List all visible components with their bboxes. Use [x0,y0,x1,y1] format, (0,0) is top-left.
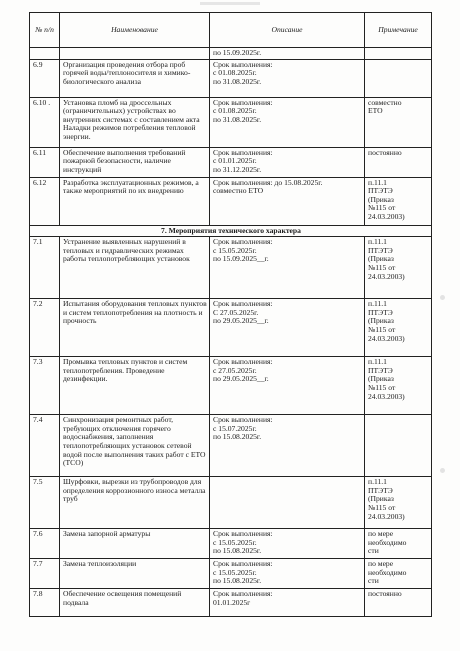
note-line: ПТЭТЭ [368,186,393,196]
note-line: ПТЭТЭ [368,365,393,375]
cell-name: Шурфовки, вырезки из трубопроводов для определения коррозионного износа металла труб [60,477,210,529]
desc-line: С 27.05.2025г. [213,307,259,317]
table-row [30,177,432,225]
cell-num: 7.2 [30,299,60,357]
cell-desc [210,237,365,299]
table-body-section-7 [30,237,432,617]
note-line: (Приказ [368,194,394,204]
desc-line: с 15.05.2025г. [213,537,257,547]
note-line: необходимо [368,537,407,547]
desc-line: Срок выполнения: [213,529,273,539]
note-line: №115 от [368,324,396,334]
note-line: п.11.1 [368,299,387,309]
cell-desc [210,177,365,225]
note-line: №115 от [368,382,396,392]
cell-num: 6.11 [30,147,60,177]
note-line: 24.03.2003) [368,391,405,401]
cell-note [365,589,432,617]
note-line: (Приказ [368,316,394,326]
desc-line: Срок выполнения: [213,59,273,69]
note-line: сти [368,546,379,556]
cell-note [365,97,432,147]
desc-line: с 01.08.2025г. [213,106,257,116]
cell-desc [210,97,365,147]
note-line: 24.03.2003) [368,271,405,281]
note-line: п.11.1 [368,237,387,247]
cell-num: 7.1 [30,237,60,299]
desc-line: с 27.05.2025г. [213,365,257,375]
header-desc: Описание [210,13,365,48]
desc-line: Срок выполнения: [213,147,273,157]
cell-desc [210,559,365,589]
cell-name: Устранение выявленных нарушений в тепловых и гидравлических режимах работы теплопотребляющих установок [60,237,210,299]
note-line: совместно [368,97,402,107]
cell-name: Обеспечение выполнения требований пожарной безопасности, наличие инструкций [60,147,210,177]
cell-name [60,48,210,60]
table-row [30,589,432,617]
cell-desc [210,59,365,97]
desc-line: Срок выполнения: [213,589,273,599]
cell-num: 7.3 [30,357,60,415]
note-line: (Приказ [368,494,394,504]
desc-line: с 15.05.2025г. [213,567,257,577]
header-note: Примечание [365,13,432,48]
note-line: №115 от [368,502,396,512]
note-line: 24.03.2003) [368,511,405,521]
desc-line: Срок выполнения: [213,97,273,107]
cell-num: 7.5 [30,477,60,529]
table-row [30,477,432,529]
cell-desc [210,529,365,559]
cell-note [365,48,432,60]
note-line: №115 от [368,262,396,272]
desc-line: Срок выполнения: [213,237,273,247]
cell-name: Замена теплоизоляции [60,559,210,589]
table-row [30,147,432,177]
desc-line: Срок выполнения: [213,299,273,309]
desc-line: Срок выполнения: до 15.08.2025г. [213,177,323,187]
table-row [30,559,432,589]
cell-name: Разработка эксплуатационных режимов, а также мероприятий по их внедрению [60,177,210,225]
cell-desc [210,147,365,177]
cell-note [365,177,432,225]
note-line: 24.03.2003) [368,211,405,221]
section-row [30,225,432,237]
cell-desc [210,589,365,617]
cell-note [365,237,432,299]
desc-line: Срок выполнения: [213,415,273,425]
desc-line: Срок выполнения: [213,559,273,569]
table-row [30,59,432,97]
cell-note [365,559,432,589]
note-line: п.11.1 [368,477,387,487]
cell-name: Обеспечение освещения помещений подвала [60,589,210,617]
table-row [30,97,432,147]
cell-desc [210,357,365,415]
continuation-row [30,48,432,60]
table-row [30,237,432,299]
desc-line: по 15.08.2025г. [213,576,262,586]
desc-line: с 01.01.2025г. [213,156,257,166]
desc-line: по 31.12.2025г. [213,164,262,174]
section-heading-body [30,225,432,237]
cell-note [365,477,432,529]
cell-num: 6.12 [30,177,60,225]
scan-artifact [440,468,445,473]
note-line: (Приказ [368,254,394,264]
desc-line: совместно ЕТО [213,186,264,196]
desc-line: по 15.09.2025__г. [213,254,269,264]
cell-num [30,48,60,60]
cell-num: 7.7 [30,559,60,589]
cell-note [365,299,432,357]
note-line: постоянно [368,147,402,157]
desc-line: по 31.08.2025г. [213,76,262,86]
table-row [30,415,432,477]
note-line: п.11.1 [368,357,387,367]
cell-note [365,357,432,415]
cell-name: Установка пломб на дроссельных (ограничительных) устройствах во внутренних системах с составлением акта Наладки режимов потребления тепловой энергии. [60,97,210,147]
cell-name: Замена запорной арматуры [60,529,210,559]
desc-line: 01.01.2025г [213,597,251,607]
table-row [30,299,432,357]
cell-name: Испытания оборудования тепловых пунктов и систем теплопотребления на плотность и прочность [60,299,210,357]
measures-table [29,12,432,617]
scan-artifact [440,295,445,300]
desc-line: по 15.08.2025г. [213,432,262,442]
note-line: по мере [368,529,394,539]
note-line: 24.03.2003) [368,333,405,343]
desc-line: с 01.08.2025г. [213,68,257,78]
desc-line: по 31.08.2025г. [213,114,262,124]
note-line: ПТЭТЭ [368,485,393,495]
note-line: ПТЭТЭ [368,245,393,255]
scan-artifact [200,2,260,5]
cell-desc [210,299,365,357]
cell-num: 6.10 . [30,97,60,147]
cell-note [365,59,432,97]
note-line: постоянно [368,589,402,599]
cell-num: 6.9 [30,59,60,97]
table-header-row [30,13,432,48]
table-body-section-6 [30,48,432,226]
header-num: № п/п [30,13,60,48]
desc-line: с 15.05.2025г. [213,245,257,255]
note-line: сти [368,576,379,586]
note-line: (Приказ [368,374,394,384]
cell-num: 7.8 [30,589,60,617]
desc-line: по 15.08.2025г. [213,546,262,556]
cell-note [365,529,432,559]
desc-line: с 15.07.2025г. [213,423,257,433]
header-name: Наименование [60,13,210,48]
desc-line: Срок выполнения: [213,357,273,367]
cell-desc: по 15.09.2025г. [210,48,365,60]
desc-line: по 29.05.2025__г. [213,374,269,384]
note-line: ПТЭТЭ [368,307,393,317]
note-line: п.11.1 [368,177,387,187]
cell-name: Синхронизация ремонтных работ, требующих отключения горячего водоснабжения, заполнения теплопотребляющих установок сетевой водой после выполнения таких работ с ЕТО (ТСО) [60,415,210,477]
cell-num: 7.6 [30,529,60,559]
cell-desc [210,477,365,529]
table-row [30,529,432,559]
cell-name: Организация проведения отбора проб горячей воды/теплоносителя и химико-биологического анализа [60,59,210,97]
cell-num: 7.4 [30,415,60,477]
cell-note [365,147,432,177]
table-row [30,357,432,415]
section-title: 7. Мероприятия технического характера [30,225,432,237]
desc-line: по 29.05.2025__г. [213,316,269,326]
note-line: ЕТО [368,106,383,116]
cell-desc [210,415,365,477]
cell-name: Промывка тепловых пунктов и систем теплопотребления. Проведение дезинфекции. [60,357,210,415]
note-line: по мере [368,559,394,569]
note-line: необходимо [368,567,407,577]
cell-note [365,415,432,477]
note-line: №115 от [368,203,396,213]
